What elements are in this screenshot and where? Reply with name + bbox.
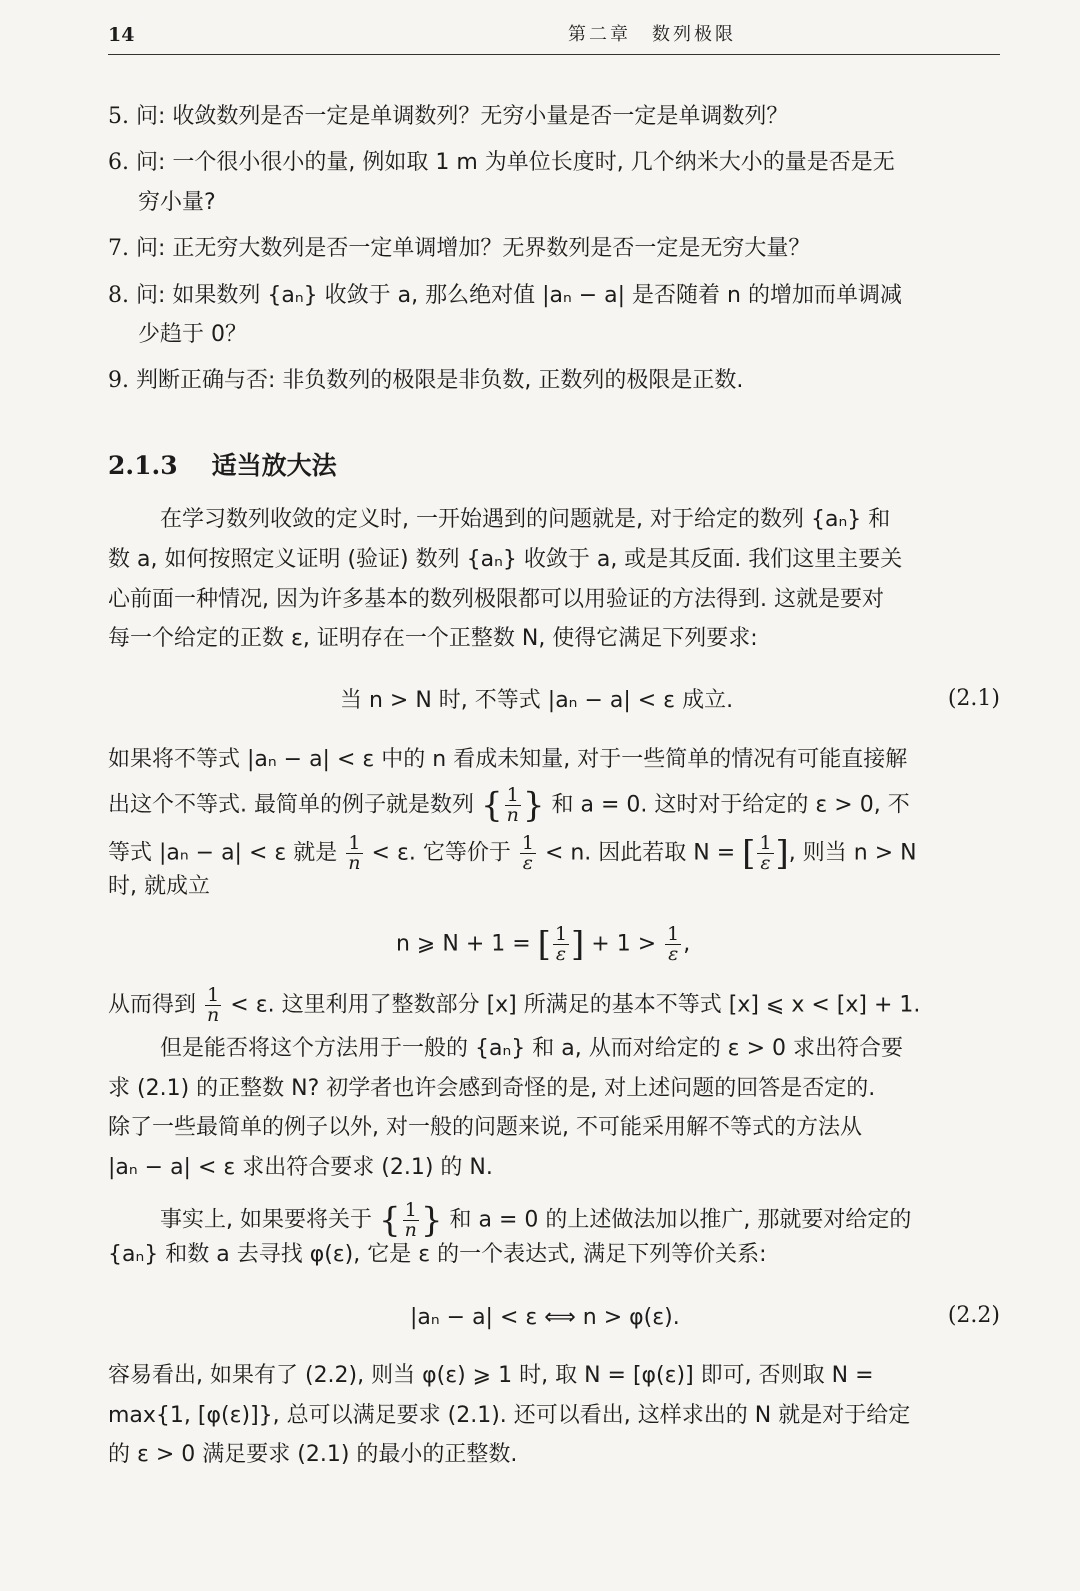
section-title: 适当放大法 [211,451,337,480]
para4-line1: 事实上, 如果要将关于 { $\frac{1}{n}$ } 和 a = 0 的上述做法加以推广, 那就要对给定的 [160,1199,912,1241]
question-8-cont: 少趋于 0？ [138,322,247,347]
para1-line3: 心前面一种情况, 因为许多基本的数列极限都可以用验证的方法得到. 这就是要对 [108,587,884,612]
para1-line4: 每一个给定的正数 ε, 证明存在一个正整数 N, 使得它满足下列要求: [108,626,758,651]
page-number: 14 [108,24,135,46]
para4-line2: {aₙ} 和数 a 去寻找 φ(ε), 它是 ε 的一个表达式, 满足下列等价关系: [108,1242,767,1267]
para2-line2: 出这个不等式. 最简单的例子就是数列 { $\frac{1}{n}$ } 和 a = 0. 这时对于给定的 ε > 0, 不 [108,784,910,826]
fraction-1-over-n-b: $\frac{1}{n}$ [348,832,361,874]
question-7: 7. 问: 正无穷大数列是否一定单调增加？无界数列是否一定是无穷大量？ [108,236,811,261]
equation-2-2: |aₙ − a| < ε ⟺ n > φ(ε). [410,1305,680,1330]
para3-line5: |aₙ − a| < ε 求出符合要求 (2.1) 的 N. [108,1155,493,1180]
equation-middle: n ⩾ N + 1 = [ $\frac{1}{\varepsilon}$ ] + 1 > $\frac{1}{\varepsilon}$ , [396,923,691,965]
para3-line1: 从而得到 $\frac{1}{n}$ < ε. 这里利用了整数部分 [x] 所满足的基本不等式 [x] ⩽ x < [x] + 1. [108,984,921,1026]
para1-line2: 数 a, 如何按照定义证明 (验证) 数列 {aₙ} 收敛于 a, 或是其反面. 我们这里主要关 [108,547,903,572]
question-6: 6. 问: 一个很小很小的量, 例如取 1 m 为单位长度时, 几个纳米大小的量是否是无 [108,150,895,175]
question-5: 5. 问: 收敛数列是否一定是单调数列？无穷小量是否一定是单调数列？ [108,104,789,129]
equation-label-2-2: (2.2) [947,1303,1000,1328]
para3-line3: 求 (2.1) 的正整数 N? 初学者也许会感到奇怪的是, 对上述问题的回答是否定的. [108,1076,876,1101]
fraction-1-over-eps-b: $\frac{1}{\varepsilon}$ [759,832,772,874]
question-8: 8. 问: 如果数列 {aₙ} 收敛于 a, 那么绝对值 |aₙ − a| 是否随着 n 的增加而单调减 [108,283,902,308]
fraction-1-over-eps: $\frac{1}{\varepsilon}$ [521,832,534,874]
fraction-1-over-n: $\frac{1}{n}$ [506,784,519,826]
para3-line4: 除了一些最简单的例子以外, 对一般的问题来说, 不可能采用解不等式的方法从 [108,1115,862,1140]
para5-line2: max{1, [φ(ε)]}, 总可以满足要求 (2.1). 还可以看出, 这样求出的 N 就是对于给定 [108,1403,911,1428]
equation-label-2-1: (2.1) [947,686,1000,711]
equation-2-1: 当 n > N 时, 不等式 |aₙ − a| < ε 成立. [340,688,734,713]
para5-line1: 容易看出, 如果有了 (2.2), 则当 φ(ε) ⩾ 1 时, 取 N = [φ(ε)] 即可, 否则取 N = [108,1363,874,1388]
section-heading [108,446,337,482]
para3-line2: 但是能否将这个方法用于一般的 {aₙ} 和 a, 从而对给定的 ε > 0 求出符合要 [160,1036,903,1061]
para2-line1: 如果将不等式 |aₙ − a| < ε 中的 n 看成未知量, 对于一些简单的情况有可能直接解 [108,747,908,772]
section-number: 2.1.3 [108,451,178,480]
chapter-title: 第二章 数列极限 [568,24,736,45]
para2-line3: 等式 |aₙ − a| < ε 就是 $\frac{1}{n}$ < ε. 它等价于 $\frac{1}{\varepsilon}$ < n. 因此若取 N = [ $\frac{1}{\varepsilon}$ ], 则当 n > N [108,832,917,874]
question-9: 9. 判断正确与否: 非负数列的极限是非负数, 正数列的极限是正数. [108,368,744,393]
running-header [108,20,1000,55]
question-6-cont: 穷小量? [138,190,216,215]
para2-line4: 时, 就成立 [108,874,210,899]
para1-line1: 在学习数列收敛的定义时, 一开始遇到的问题就是, 对于给定的数列 {aₙ} 和 [160,507,891,532]
para5-line3: 的 ε > 0 满足要求 (2.1) 的最小的正整数. [108,1442,518,1467]
